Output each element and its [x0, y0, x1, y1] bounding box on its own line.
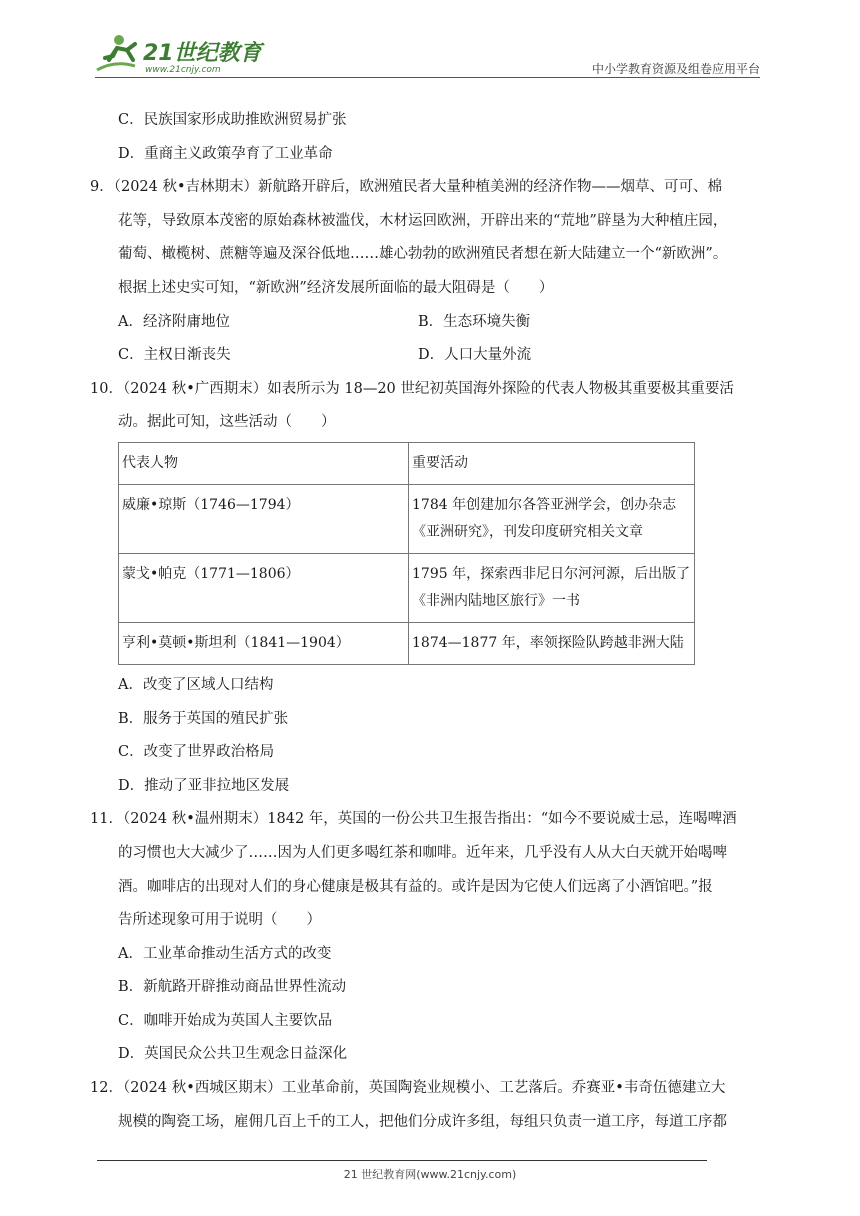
question-11 [90, 803, 768, 1072]
option-b: B．新航路开辟推动商品世界性流动 [118, 979, 347, 996]
question-line: 12．（2024 秋•西城区期末）工业革命前，英国陶瓷业规模小、工艺落后。乔赛亚•韦奇伍德建立大 [90, 1080, 726, 1097]
question-line: 9．（2024 秋•吉林期末）新航路开辟后，欧洲殖民者大量种植美洲的经济作物——烟草、可可、棉 [90, 179, 723, 196]
table-header-cell: 重要活动 [409, 442, 695, 484]
q8-option-d: D．重商主义政策孕育了工业革命 [118, 145, 333, 162]
option-a: A．改变了区域人口结构 [118, 676, 274, 693]
logo-url: www.21cnjy.com [145, 65, 221, 75]
table-header-cell: 代表人物 [119, 442, 409, 484]
question-line: 花等，导致原本茂密的原始森林被滥伐，木材运回欧洲，开辟出来的“荒地”辟垦为大种植庄园， [118, 212, 728, 229]
option-c: C．咖啡开始成为英国人主要饮品 [118, 1012, 333, 1029]
explorers-table [118, 442, 695, 665]
table-cell-person: 威廉•琼斯（1746—1794） [119, 484, 409, 553]
platform-name: 中小学教育资源及组卷应用平台 [591, 62, 760, 76]
question-line: 10．（2024 秋•广西期末）如表所示为 18—20 世纪初英国海外探险的代表人物极其重要极其重要活 [90, 380, 734, 397]
question-12 [90, 1072, 768, 1139]
option-b: B．生态环境失衡 [418, 313, 531, 330]
logo-title: 21世纪教育 [143, 41, 262, 66]
activity-line: 1784 年创建加尔各答亚洲学会，创办杂志 [412, 496, 677, 513]
question-line: 酒。咖啡店的出现对人们的身心健康是极其有益的。或许是因为它使人们远离了小酒馆吧。”报 [118, 878, 713, 895]
document-body [90, 104, 768, 1139]
option-a: A．经济附庸地位 [118, 313, 230, 330]
q8-option-c: C．民族国家形成助推欧洲贸易扩张 [118, 112, 347, 128]
header-divider [95, 77, 760, 78]
options-row [118, 339, 768, 373]
table-row [119, 622, 695, 664]
table-cell-activity [409, 622, 695, 664]
table-cell-activity [409, 484, 695, 553]
option-b: B．服务于英国的殖民扩张 [118, 710, 289, 727]
option-a: A．工业革命推动生活方式的改变 [118, 945, 332, 962]
question-line: 告所述现象可用于说明（ ） [118, 912, 321, 929]
activity-line: 1795 年，探索西非尼日尔河河源，后出版了 [412, 565, 691, 582]
question-line: 11．（2024 秋•温州期末）1842 年，英国的一份公共卫生报告指出：“如今不要说威士忌，连喝啤酒 [90, 811, 737, 828]
option-d: D．推动了亚非拉地区发展 [118, 777, 290, 794]
question-line: 的习惯也大大减少了……因为人们更多喝红茶和咖啡。近年来，几乎没有人从大白天就开始喝啤 [118, 844, 727, 861]
table-cell-activity [409, 553, 695, 622]
question-9 [90, 171, 768, 373]
table-header-row [119, 442, 695, 484]
option-d: D．人口大量外流 [418, 347, 532, 364]
option-c: C．主权日渐丧失 [118, 347, 231, 364]
question-10 [90, 373, 768, 804]
option-d: D．英国民众公共卫生观念日益深化 [118, 1046, 348, 1063]
question-line: 动。据此可知，这些活动（ ） [118, 414, 336, 431]
options-row [118, 306, 768, 340]
question-line: 葡萄、橄榄树、蔗糖等遍及深谷低地……雄心勃勃的欧洲殖民者想在新大陆建立一个“新欧洲”。 [118, 246, 728, 263]
site-logo [95, 30, 270, 78]
activity-line: 1874—1877 年，率领探险队跨越非洲大陆 [412, 634, 684, 651]
table-cell-person: 蒙戈•帕克（1771—1806） [119, 553, 409, 622]
table-row [119, 484, 695, 553]
activity-line: 《非洲内陆地区旅行》一书 [412, 592, 580, 609]
question-line: 根据上述史实可知，“新欧洲”经济发展所面临的最大阻碍是（ ） [118, 279, 554, 296]
page-footer: 21 世纪教育网(www.21cnjy.com) [343, 1168, 517, 1181]
footer-divider [97, 1160, 707, 1161]
table-cell-person: 亨利•莫顿•斯坦利（1841—1904） [119, 622, 409, 664]
table-row [119, 553, 695, 622]
page-header [95, 30, 760, 78]
activity-line: 《亚洲研究》，刊发印度研究相关文章 [412, 523, 643, 540]
question-line: 规模的陶瓷工场，雇佣几百上千的工人，把他们分成许多组，每组只负责一道工序，每道工序都 [118, 1113, 727, 1130]
option-c: C．改变了世界政治格局 [118, 744, 275, 761]
